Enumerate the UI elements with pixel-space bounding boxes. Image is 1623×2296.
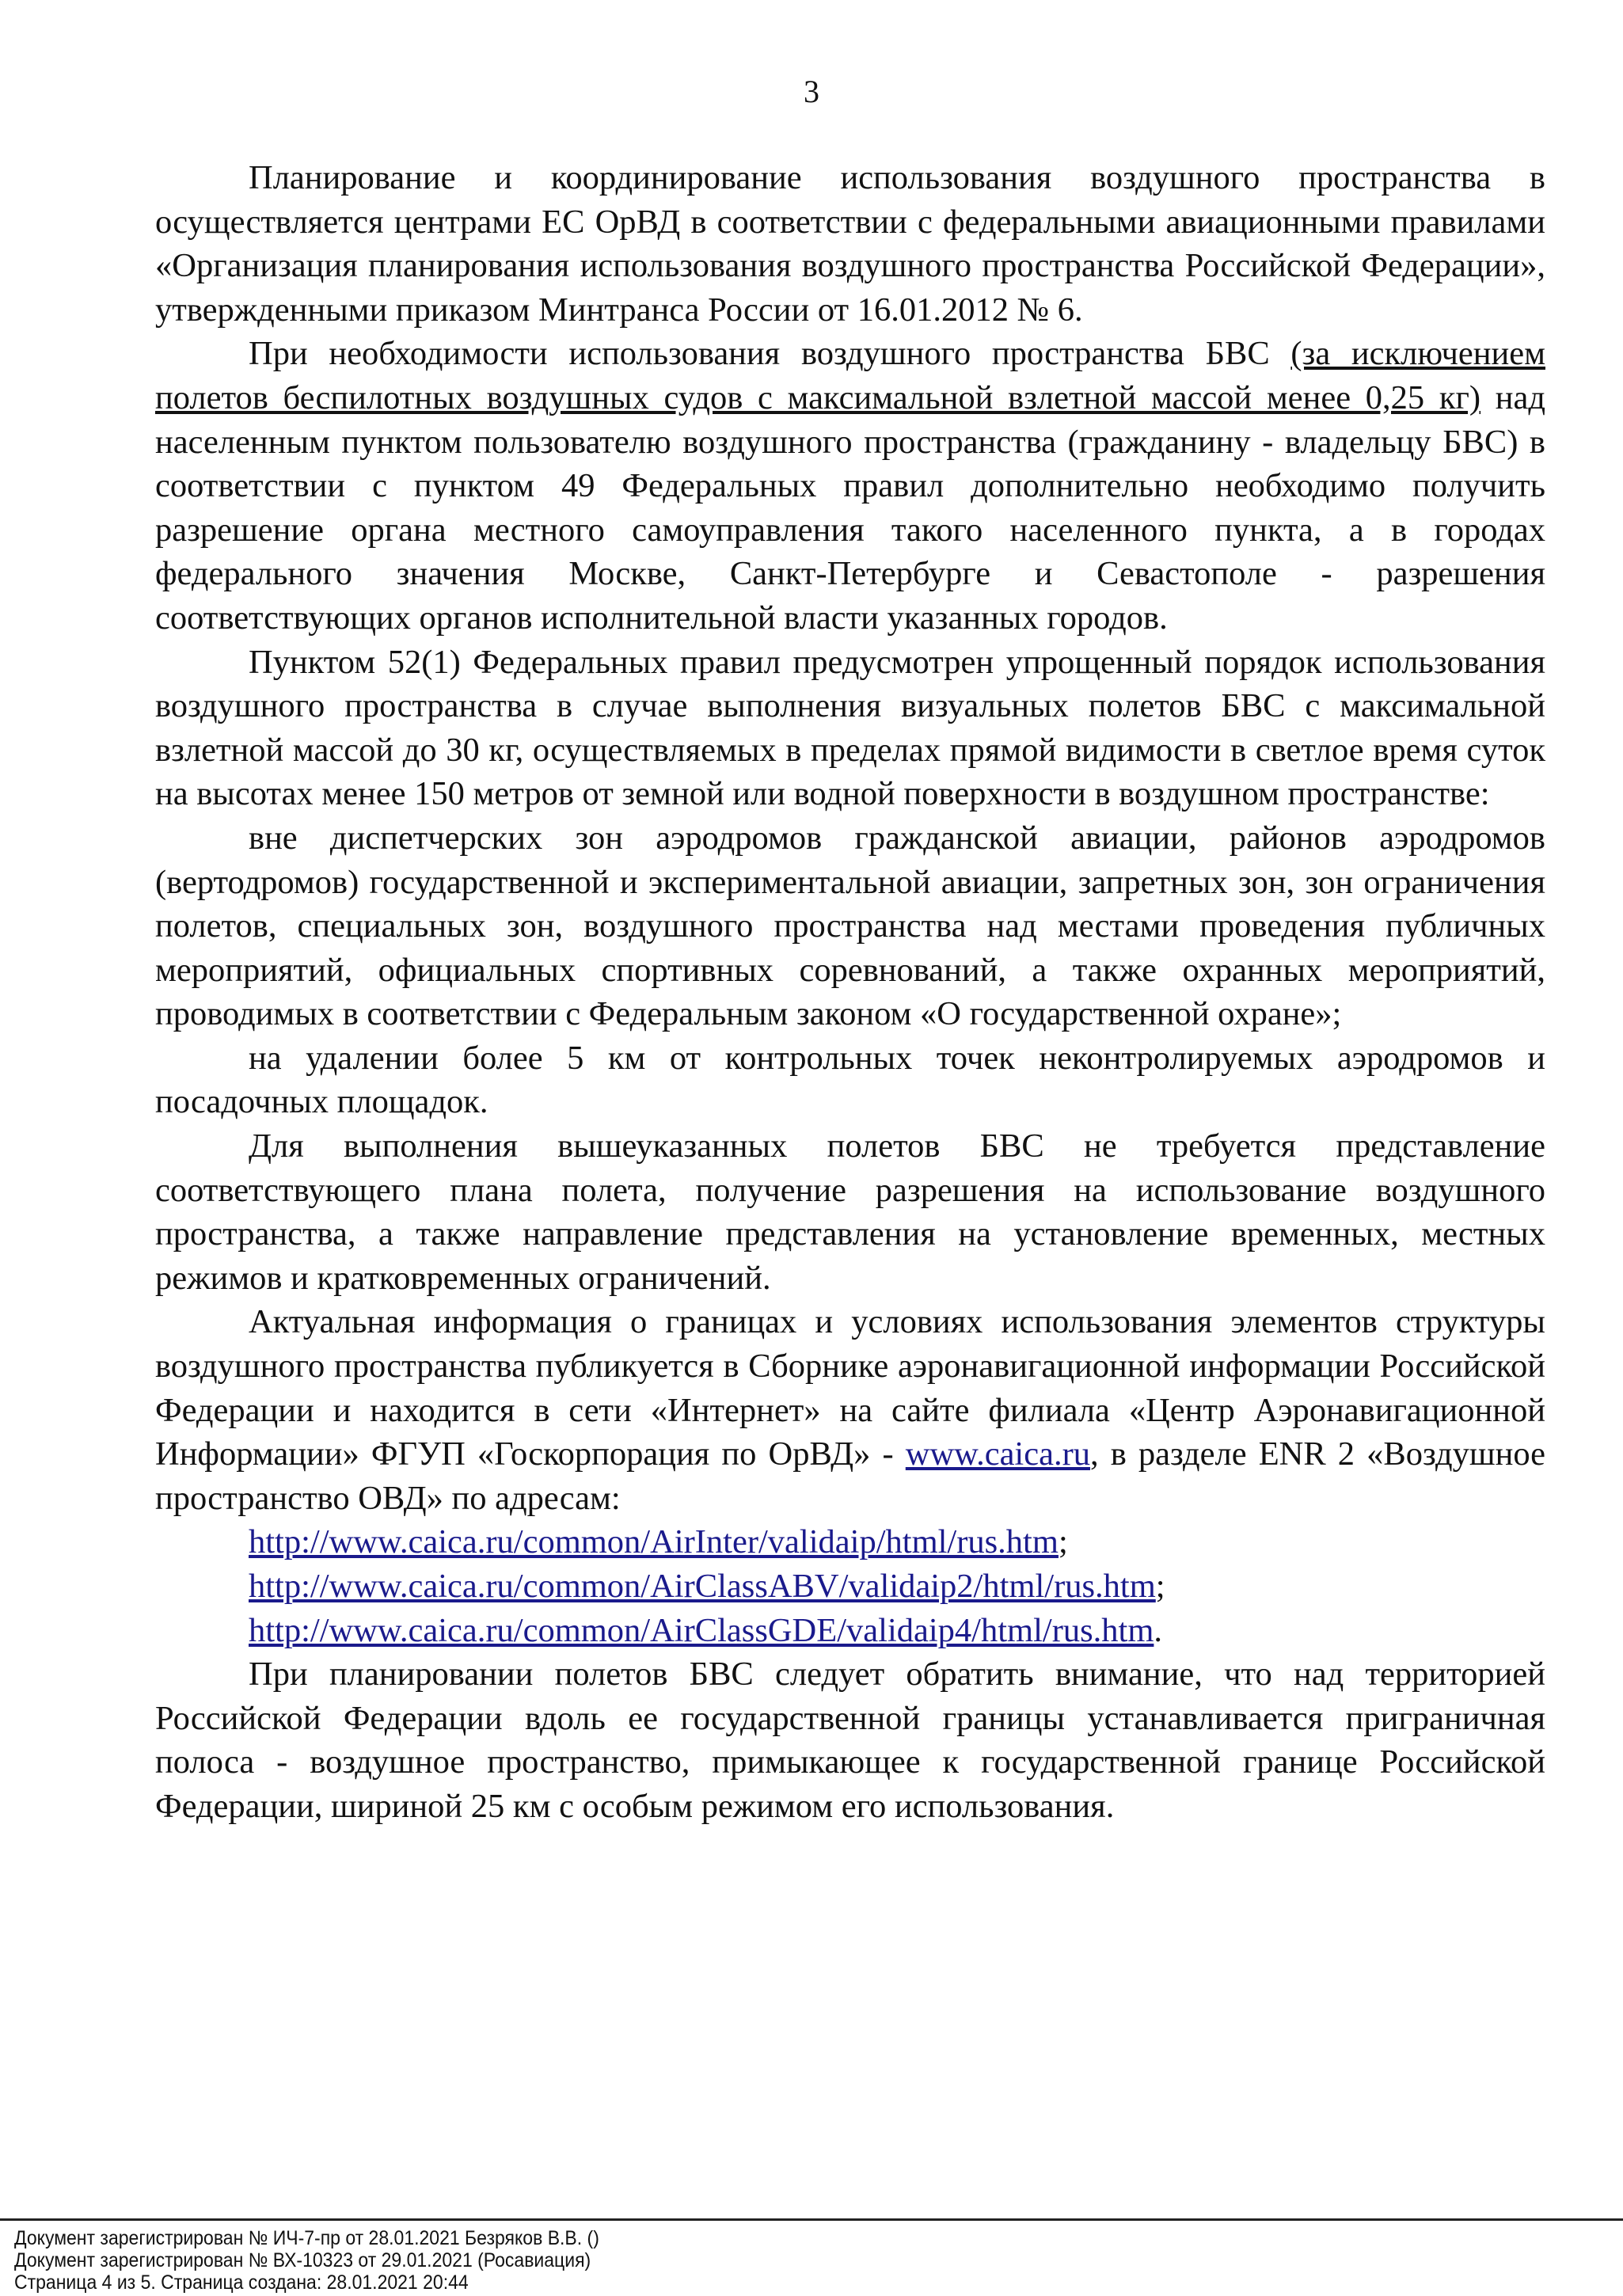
document-body [155,156,1545,1829]
underlined-exception: (за исключением полетов беспилотных воздушных судов с максимальной взлетной массой менее 0,25 кг) [155,335,1545,416]
paragraph-current-info [155,1300,1545,1520]
paragraph-text: , в разделе ENR 2 «Воздушное пространство ОВД» по адресам: [155,1435,1545,1517]
link-suffix: ; [1155,1568,1165,1605]
caica-link[interactable]: www.caica.ru [905,1435,1090,1473]
link-item [249,1520,1545,1564]
footer-line-page-info: Страница 4 из 5. Страница создана: 28.01.2021 20:44 [14,2271,469,2294]
paragraph-text: При необходимости использования воздушного пространства БВС [249,335,1291,373]
paragraph-planning: Планирование и координирование использования воздушного пространства в осуществляется центрами ЕС ОрВД в соответствии с федеральными авиационными правилами «Организация планирования использования воздушного пространства Российской Федерации», утвержденными приказом Минтранса России от 16.01.2012 № 6. [155,159,1545,329]
page-number: 3 [804,74,819,109]
footer-divider [0,2218,1623,2221]
link-suffix: ; [1058,1523,1068,1561]
list-item-outside-zones: вне диспетчерских зон аэродромов гражданской авиации, районов аэродромов (вертодромов) государственной и экспериментальной авиации, запретных зон, зон ограничения полетов, специальных зон, воздушного пространства над местами проведения публичных мероприятий, официальных спортивных соревнований, а также охранных мероприятий, проводимых в соответствии с Федеральным законом «О государственной охране»; [155,819,1545,1033]
footer-line-registration-2: Документ зарегистрирован № ВХ-10323 от 29.01.2021 (Росавиация) [14,2249,591,2271]
paragraph-border-zone: При планировании полетов БВС следует обратить внимание, что над территорией Российской Федерации вдоль ее государственной границы устанавливается приграничная полоса - воздушное пространство, примыкающее к государственной границе Российской Федерации, шириной 25 км с особым режимом его использования. [155,1655,1545,1825]
link-item [249,1564,1545,1609]
paragraph-settlement-permission [155,332,1545,640]
airclassgde-link[interactable]: http://www.caica.ru/common/AirClassGDE/validaip4/html/rus.htm [249,1611,1154,1649]
paragraph-text: над населенным пунктом пользователю воздушного пространства (гражданину - владельцу БВС) в соответствии с пунктом 49 Федеральных правил дополнительно необходимо получить разрешение органа местного самоуправления такого населенного пункта, а в городах федерального значения Москве, Санкт-Петербурге и Севастополе - разрешения соответствующих органов исполнительной власти указанных городов. [155,378,1545,637]
list-item-distance: на удалении более 5 км от контрольных точек неконтролируемых аэродромов и посадочных площадок. [155,1039,1545,1121]
link-suffix: . [1154,1611,1163,1649]
link-list [155,1520,1545,1652]
airclassabv-link[interactable]: http://www.caica.ru/common/AirClassABV/validaip2/html/rus.htm [249,1568,1156,1605]
airinter-link[interactable]: http://www.caica.ru/common/AirInter/validaip/html/rus.htm [249,1523,1059,1561]
paragraph-no-plan-required: Для выполнения вышеуказанных полетов БВС не требуется представление соответствующего плана полета, получение разрешения на использование воздушного пространства, а также направление представления на установление временных, местных режимов и кратковременных ограничений. [155,1127,1545,1297]
paragraph-text: Актуальная информация о границах и условиях использования элементов структуры воздушного пространства публикуется в Сборнике аэронавигационной информации Российской Федерации и находится в сети «Интернет» на сайте филиала «Центр Аэронавигационной Информации» ФГУП «Госкорпорация по ОрВД» - [155,1303,1545,1473]
registration-footer [14,2227,599,2294]
link-item [249,1609,1545,1653]
footer-line-registration-1: Документ зарегистрирован № ИЧ-7-пр от 28.01.2021 Безряков В.В. () [14,2227,599,2249]
paragraph-simplified-procedure: Пунктом 52(1) Федеральных правил предусмотрен упрощенный порядок использования воздушного пространства в случае выполнения визуальных полетов БВС с максимальной взлетной массой до 30 кг, осуществляемых в пределах прямой видимости в светлое время суток на высотах менее 150 метров от земной или водной поверхности в воздушном пространстве: [155,643,1545,813]
